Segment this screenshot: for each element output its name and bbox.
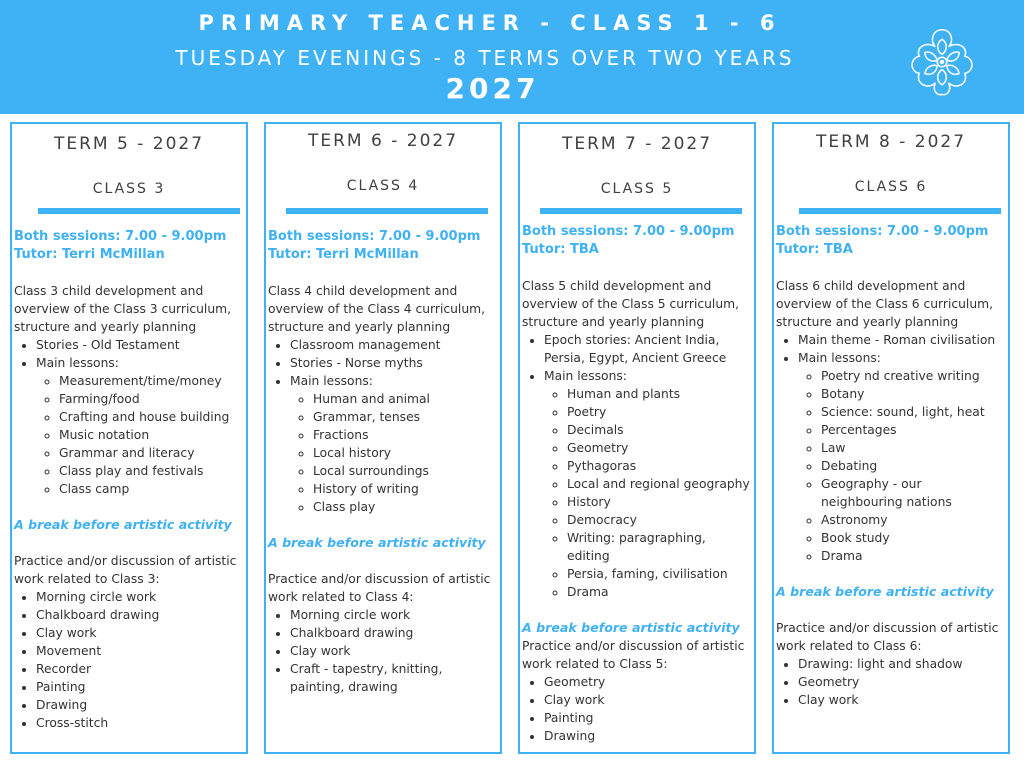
practice-text: Practice and/or discussion of artistic work related to Class 3: [14,554,237,586]
list-item: • Recorder [36,660,244,678]
list-item: • Stories - Norse myths [290,354,498,372]
list-item: ◦ Persia, faming, civilisation [567,565,752,583]
list-item: ◦ Crafting and house building [59,408,244,426]
list-item: • Movement [36,642,244,660]
divider [38,208,240,214]
page-year: 2027 [445,72,540,105]
main-lessons-list [544,385,752,601]
list-item: ◦ Book study [821,529,1006,547]
list-item: ◦ Poetry [567,403,752,421]
intro-text: Class 3 child development and overview of the Class 3 curriculum, structure and yearly planning [14,284,232,334]
list-item: ◦ Local and regional geography [567,475,752,493]
list-item: ◦ Local history [313,444,498,462]
topics-list [776,331,1006,565]
list-item: ◦ Percentages [821,421,1006,439]
list-item: • Epoch stories: Ancient India, Persia, Egypt, Ancient Greece [544,331,752,367]
sessions-time: Both sessions: 7.00 - 9.00pm [522,224,735,239]
list-item: • Main lessons: ◦ Measurement/time/money ◦ Farming/food ◦ Crafting and house building ◦ Music notation ◦ Grammar and literacy ◦ Class play and festivals ◦ Class camp [36,354,244,498]
practice-text: Practice and/or discussion of artistic work related to Class 6: [776,621,999,653]
intro-text: Class 6 child development and overview of the Class 6 curriculum, structure and yearly planning [776,279,994,329]
list-item: ◦ Grammar, tenses [313,408,498,426]
list-item: • Drawing [36,696,244,714]
list-item: • Drawing: light and shadow [798,655,1006,673]
term-6-column [264,122,502,754]
divider [540,208,742,214]
topics-list [522,331,752,601]
list-item: ◦ Human and animal [313,390,498,408]
break-note: A break before artistic activity [522,620,740,635]
break-note: A break before artistic activity [268,535,486,550]
topics-list [14,336,244,498]
page-subtitle: TUESDAY EVENINGS - 8 TERMS OVER TWO YEARS [175,46,795,70]
list-item: • Painting [544,709,752,727]
list-item: • Stories - Old Testament [36,336,244,354]
list-item: ◦ Class camp [59,480,244,498]
main-lessons-list [36,372,244,498]
list-item: • Main theme - Roman civilisation [798,331,1006,349]
practice-list [14,588,244,732]
list-item: • Chalkboard drawing [36,606,244,624]
term-5-column [10,122,248,754]
list-item: ◦ History of writing [313,480,498,498]
list-item: ◦ Measurement/time/money [59,372,244,390]
list-item: ◦ History [567,493,752,511]
list-item: • Clay work [544,691,752,709]
term-7-column [518,122,756,754]
list-item: ◦ Human and plants [567,385,752,403]
class-label: CLASS 5 [600,181,674,197]
list-item: ◦ Geometry [567,439,752,457]
tutor-name: Tutor: Terri McMillan [268,247,419,262]
practice-list [268,606,498,696]
tutor-name: Tutor: TBA [522,242,599,257]
topics-list [268,336,498,516]
tutor-name: Tutor: Terri McMillan [14,247,165,262]
page-title: PRIMARY TEACHER - CLASS 1 - 6 [198,11,782,35]
list-item: • Morning circle work [290,606,498,624]
flower-logo-icon [904,24,980,100]
list-item: ◦ Class play [313,498,498,516]
tutor-name: Tutor: TBA [776,242,853,257]
sessions-time: Both sessions: 7.00 - 9.00pm [776,224,989,239]
list-item: • Cross-stitch [36,714,244,732]
list-item: • Geometry [544,673,752,691]
class-label: CLASS 6 [854,179,928,195]
term-8-column [772,122,1010,754]
list-item: ◦ Law [821,439,1006,457]
term-title: TERM 5 - 2027 [53,134,205,154]
list-item: • Clay work [798,691,1006,709]
list-item: ◦ Poetry nd creative writing [821,367,1006,385]
list-item: • Geometry [798,673,1006,691]
intro-text: Class 4 child development and overview of the Class 4 curriculum, structure and yearly planning [268,284,486,334]
list-item: • Painting [36,678,244,696]
list-item: ◦ Music notation [59,426,244,444]
term-title: TERM 7 - 2027 [561,134,713,154]
list-item: ◦ Class play and festivals [59,462,244,480]
term-content [776,223,1006,709]
list-item: • Craft - tapestry, knitting, painting, drawing [290,660,498,696]
list-item: ◦ Fractions [313,426,498,444]
list-item: ◦ Science: sound, light, heat [821,403,1006,421]
class-label: CLASS 3 [92,181,166,197]
practice-list [522,673,752,745]
list-item: ◦ Grammar and literacy [59,444,244,462]
term-title: TERM 8 - 2027 [815,132,967,152]
list-item: ◦ Debating [821,457,1006,475]
list-item: • Clay work [290,642,498,660]
practice-text: Practice and/or discussion of artistic work related to Class 4: [268,572,491,604]
divider [799,208,1001,214]
class-label: CLASS 4 [346,178,420,194]
practice-list [776,655,1006,709]
list-item: ◦ Drama [567,583,752,601]
sessions-time: Both sessions: 7.00 - 9.00pm [268,229,481,244]
list-item: ◦ Drama [821,547,1006,565]
term-content [14,228,244,732]
list-item: ◦ Astronomy [821,511,1006,529]
term-content [268,228,498,696]
divider [286,208,488,214]
list-item: ◦ Farming/food [59,390,244,408]
list-item: ◦ Geography - our neighbouring nations [821,475,1006,511]
list-item: • Morning circle work [36,588,244,606]
list-item: • Clay work [36,624,244,642]
intro-text: Class 5 child development and overview of the Class 5 curriculum, structure and yearly planning [522,279,740,329]
page-header [0,0,1024,114]
term-content [522,223,752,745]
term-title: TERM 6 - 2027 [307,131,459,151]
break-note: A break before artistic activity [776,584,994,599]
break-note: A break before artistic activity [14,517,232,532]
list-item: • Main lessons: ◦ Poetry nd creative writing ◦ Botany ◦ Science: sound, light, heat ◦ Percentages ◦ Law ◦ Debating ◦ Geography - our neighbouring nations ◦ Astronomy ◦ Book study ◦ Drama [798,349,1006,565]
list-item: • Drawing [544,727,752,745]
list-item: ◦ Decimals [567,421,752,439]
list-item: ◦ Pythagoras [567,457,752,475]
list-item: • Main lessons: ◦ Human and plants ◦ Poetry ◦ Decimals ◦ Geometry ◦ Pythagoras ◦ Local and regional geography ◦ History ◦ Democracy ◦ Writing: paragraphing, editing ◦ Persia, faming, civilisation ◦ Drama [544,367,752,601]
main-lessons-list [290,390,498,516]
list-item: ◦ Democracy [567,511,752,529]
list-item: • Chalkboard drawing [290,624,498,642]
list-item: ◦ Writing: paragraphing, editing [567,529,752,565]
list-item: • Classroom management [290,336,498,354]
list-item: • Main lessons: ◦ Human and animal ◦ Grammar, tenses ◦ Fractions ◦ Local history ◦ Local surroundings ◦ History of writing ◦ Class play [290,372,498,516]
practice-text: Practice and/or discussion of artistic work related to Class 5: [522,639,745,671]
sessions-time: Both sessions: 7.00 - 9.00pm [14,229,227,244]
list-item: ◦ Local surroundings [313,462,498,480]
list-item: ◦ Botany [821,385,1006,403]
main-lessons-list [798,367,1006,565]
